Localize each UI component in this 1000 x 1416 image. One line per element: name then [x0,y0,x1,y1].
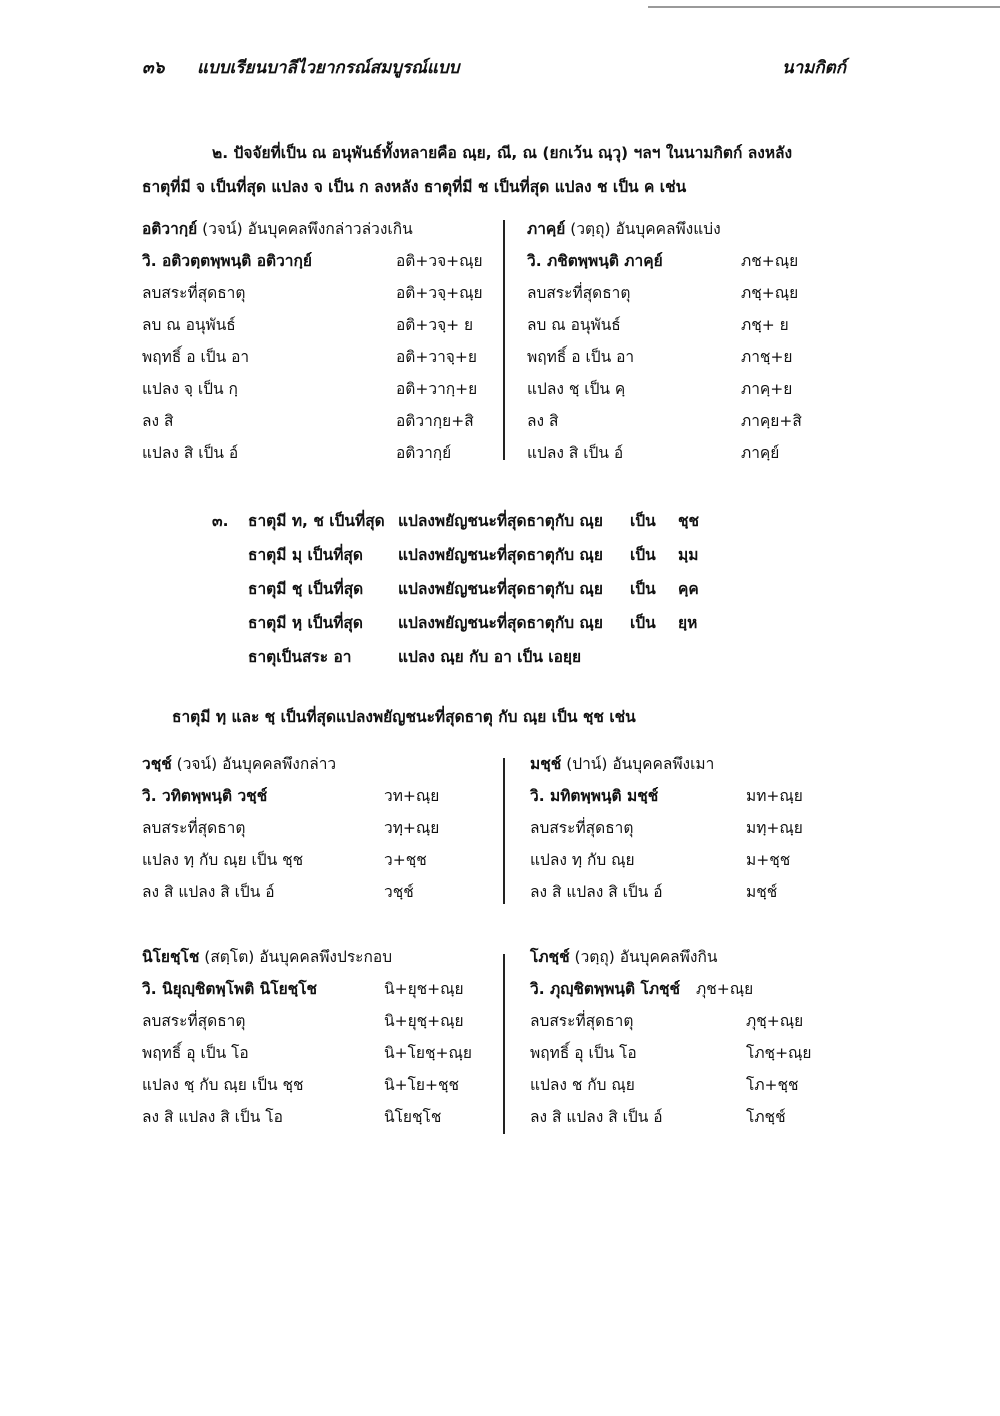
rule-3-action: แปลง ณฺย กับ อา เป็น เอยฺย [398,648,582,666]
derivation-step [142,405,492,437]
derivation-step-form: ภชฺ+ณฺย [741,284,799,302]
example-atiwakya [142,213,492,469]
derivation-step-label: ลง สิ แปลง สิ เป็น อ์ [530,1108,663,1126]
derivation-step-label: แปลง ทฺ กับ ณฺย เป็น ชฺช [142,851,304,869]
rule-3-summary: ธาตุมี ทฺ และ ชฺ เป็นที่สุดแปลงพยัญชนะที่สุดธาตุ กับ ณฺย เป็น ชฺช เช่น [172,708,636,726]
example-title-word: วชฺช์ [142,755,172,773]
derivation-step [530,1005,830,1037]
example-title-gloss: (ปาน์) อันบุคคลพึงเมา [561,755,715,773]
example-title-gloss: (วจน์) อันบุคคลพึงกล่าว [171,755,337,773]
derivation-step [142,373,492,405]
example-majja [530,748,830,908]
rule-3-verb: เป็น [630,614,656,632]
column-divider [503,220,505,460]
rule-3-action: แปลงพยัญชนะที่สุดธาตุกับ ณฺย [398,512,603,530]
derivation-step-label: แปลง ช กับ ณฺย [530,1076,635,1094]
rule-3-verb: เป็น [630,512,656,530]
column-divider [503,758,505,904]
rule-3-verb: เป็น [630,546,656,564]
derivation-step [527,341,827,373]
derivation-step [142,876,492,908]
derivation-step-form: โภ+ชฺช [746,1076,799,1094]
rule-3-action: แปลงพยัญชนะที่สุดธาตุกับ ณฺย [398,546,603,564]
derivation-step-form: ว+ชฺช [384,851,427,869]
derivation-step-label: ลง สิ แปลง สิ เป็น อ์ [530,883,663,901]
derivation-step-label: ลบสระที่สุดธาตุ [142,1012,246,1030]
derivation-step-label: ลบ ณ อนุพันธ์ [527,316,621,334]
rule-2-line-2: ธาตุที่มี จ เป็นที่สุด แปลง จ เป็น ก ลงหลัง ธาตุที่มี ช เป็นที่สุด แปลง ช เป็น ค เช่น [142,178,687,196]
derivation-step-form: ม+ชฺช [746,851,791,869]
derivation-step-label: ลบสระที่สุดธาตุ [527,284,631,302]
example-title-word: โภชฺช์ [530,948,570,966]
derivation-step-form: อติ+วจฺ+ ย [396,316,474,334]
derivation-step-label: วิ. อติวตฺตพฺพนฺติ อติวากฺย์ [142,252,312,270]
derivation-step-label: วิ. ภชิตพฺพนฺติ ภาคฺย์ [527,252,663,270]
example-title-gloss: (วจน์) อันบุคคลพึงกล่าวล่วงเกิน [197,220,413,238]
derivation-step-form: อติวากฺย์ [396,444,452,462]
derivation-step-form: วทฺ+ณฺย [384,819,440,837]
derivation-step-form: โภชฺ+ณฺย [746,1044,812,1062]
derivation-step-label: พฤทธิ์ อุ เป็น โอ [530,1044,637,1062]
example-bhakya [527,213,827,469]
derivation-step-label: ลบสระที่สุดธาตุ [530,1012,634,1030]
derivation-step-form: ภุช+ณฺย [696,980,754,998]
derivation-step-form: อติ+วจฺ+ณฺย [396,284,483,302]
derivation-step [530,812,830,844]
derivation-step-form: ภุชฺ+ณฺย [746,1012,804,1030]
example-title-word: ภาคฺย์ [527,220,566,238]
derivation-step-label: ลง สิ แปลง สิ เป็น โอ [142,1108,283,1126]
example-title [142,941,492,973]
derivation-step-form: นิโยชฺโช [384,1108,442,1126]
derivation-step [527,309,827,341]
derivation-step [142,245,492,277]
derivation-step [142,341,492,373]
derivation-step [142,973,492,1005]
rule-3-action: แปลงพยัญชนะที่สุดธาตุกับ ณฺย [398,614,603,632]
derivation-step [530,973,830,1005]
derivation-step-label: ลบ ณ อนุพันธ์ [142,316,236,334]
example-title [530,941,830,973]
derivation-step [142,1101,492,1133]
example-title-word: มชฺช์ [530,755,562,773]
derivation-step-label: วิ. มทิตพฺพนฺติ มชฺช์ [530,787,659,805]
derivation-step [527,405,827,437]
rule-2-line-1: ๒. ปัจจัยที่เป็น ณ อนุพันธ์ทั้งหลายคือ ณฺย, ณี, ณ (ยกเว้น ณฺวุ) ฯลฯ ในนามกิตก์ ลงหลัง [212,144,793,162]
derivation-step-label: พฤทธิ์ อุ เป็น โอ [142,1044,249,1062]
derivation-step-form: ภาคฺย+สิ [741,412,802,430]
derivation-step-form: ภชฺ+ ย [741,316,789,334]
example-title [530,748,830,780]
derivation-step-label: ลบสระที่สุดธาตุ [142,819,246,837]
derivation-step-form: นิ+โยชฺ+ณฺย [384,1044,472,1062]
example-title-word: นิโยชฺโช [142,948,200,966]
derivation-step-form: อติ+วาจฺ+ย [396,348,477,366]
chapter-title: นามกิตก์ [782,58,846,78]
derivation-step-form: มทฺ+ณฺย [746,819,803,837]
derivation-step [142,1005,492,1037]
derivation-step-label: แปลง สิ เป็น อ์ [527,444,624,462]
rule-3-result: มฺม [678,546,699,564]
derivation-step [142,812,492,844]
derivation-step-label: วิ. นิยุญฺชิตพฺโพติ นิโยชฺโช [142,980,318,998]
derivation-step [142,437,492,469]
derivation-step [142,1037,492,1069]
page-number: ๓๖ [142,58,165,78]
rule-3-result: ชฺช [678,512,700,530]
derivation-step [527,245,827,277]
derivation-step [527,373,827,405]
derivation-step-label: แปลง ชฺ กับ ณฺย เป็น ชฺช [142,1076,304,1094]
column-divider [503,954,505,1134]
derivation-step-form: โภชฺช์ [746,1108,786,1126]
scan-edge-line [648,6,1000,8]
derivation-step [142,309,492,341]
derivation-step-form: ภาชฺ+ย [741,348,793,366]
derivation-step [530,1101,830,1133]
derivation-step-form: นิ+ยุช+ณฺย [384,980,464,998]
derivation-step-label: แปลง จฺ เป็น กฺ [142,380,238,398]
example-title-word: อติวากฺย์ [142,220,198,238]
derivation-step-label: พฤทธิ์ อ เป็น อา [142,348,250,366]
derivation-step-label: ลง สิ [527,412,559,430]
derivation-step [530,876,830,908]
derivation-step-label: วิ. ภุญฺชิตพฺพนฺติ โภชฺช์ [530,980,681,998]
derivation-step-label: ลบสระที่สุดธาตุ [142,284,246,302]
rule-3-verb: เป็น [630,580,656,598]
rule-3-number: ๓. [212,512,229,530]
example-title [142,748,492,780]
derivation-step [530,1069,830,1101]
derivation-step-form: อติวากฺย+สิ [396,412,474,430]
example-title [527,213,827,245]
derivation-step [530,780,830,812]
rule-2-paragraph [142,136,862,204]
derivation-step-label: ลง สิ แปลง สิ เป็น อ์ [142,883,275,901]
derivation-step-label: วิ. วทิตพฺพนฺติ วชฺช์ [142,787,268,805]
example-bhojja [530,941,830,1133]
derivation-step-form: วท+ณฺย [384,787,440,805]
rule-3-condition: ธาตุมี มฺ เป็นที่สุด [248,546,363,564]
rule-3-result: ยฺห [678,614,698,632]
derivation-step-form: ภาคฺ+ย [741,380,793,398]
book-title: แบบเรียนบาลีไวยากรณ์สมบูรณ์แบบ [197,58,460,78]
derivation-step [142,277,492,309]
derivation-step [142,1069,492,1101]
example-niyojjo [142,941,492,1133]
derivation-step-form: อติ+วากฺ+ย [396,380,478,398]
derivation-step-form: ภช+ณฺย [741,252,799,270]
derivation-step-form: อติ+วจ+ณฺย [396,252,483,270]
derivation-step-label: ลบสระที่สุดธาตุ [530,819,634,837]
rule-3-result: คฺค [678,580,699,598]
example-wajja [142,748,492,908]
derivation-step-form: มท+ณฺย [746,787,803,805]
derivation-step [142,780,492,812]
derivation-step-form: วชฺช์ [384,883,414,901]
example-title-gloss: (วตฺถุ) อันบุคคลพึงกิน [569,948,718,966]
rule-3-condition: ธาตุมี หฺ เป็นที่สุด [248,614,363,632]
derivation-step [530,844,830,876]
derivation-step-label: แปลง ชฺ เป็น คฺ [527,380,626,398]
derivation-step [142,844,492,876]
derivation-step-label: ลง สิ [142,412,174,430]
example-title-gloss: (สตฺโต) อันบุคคลพึงประกอบ [199,948,393,966]
derivation-step [527,277,827,309]
derivation-step-label: แปลง ทฺ กับ ณฺย [530,851,635,869]
derivation-step-label: แปลง สิ เป็น อ์ [142,444,239,462]
derivation-step-form: ภาคฺย์ [741,444,780,462]
derivation-step [527,437,827,469]
derivation-step-form: นิ+ยุชฺ+ณฺย [384,1012,464,1030]
rule-3-action: แปลงพยัญชนะที่สุดธาตุกับ ณฺย [398,580,603,598]
rule-3-condition: ธาตุมี ท, ช เป็นที่สุด [248,512,385,530]
example-title [142,213,492,245]
derivation-step-form: มชฺช์ [746,883,778,901]
rule-3-condition: ธาตุเป็นสระ อา [248,648,352,666]
rule-3-condition: ธาตุมี ชฺ เป็นที่สุด [248,580,364,598]
derivation-step [530,1037,830,1069]
derivation-step-label: พฤทธิ์ อ เป็น อา [527,348,635,366]
derivation-step-form: นิ+โย+ชฺช [384,1076,460,1094]
example-title-gloss: (วตฺถุ) อันบุคคลพึงแบ่ง [565,220,721,238]
